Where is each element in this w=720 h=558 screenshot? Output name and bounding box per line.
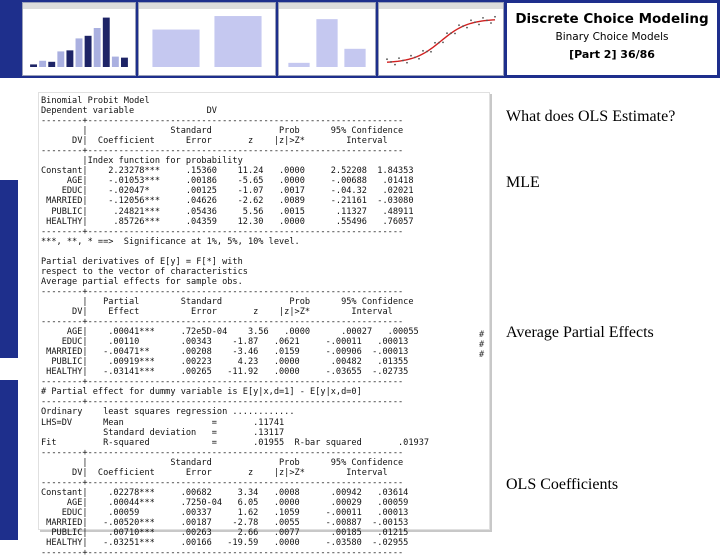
- thumbnail-point: [462, 25, 464, 27]
- thumbnail-point: [426, 51, 428, 53]
- thumbnail-curve: [387, 20, 495, 62]
- thumbnail-point: [398, 57, 400, 59]
- line-thumbnail-chart: [379, 9, 503, 73]
- thumbnail-point: [414, 57, 416, 59]
- regression-output-panel: [38, 92, 490, 558]
- thumbnail-bar: [103, 18, 110, 67]
- thumbnail-bar: [94, 28, 101, 67]
- thumbnail-bar: [152, 30, 199, 67]
- thumbnail-point: [442, 41, 444, 43]
- slide-title: Discrete Choice Modeling: [515, 11, 709, 27]
- thumbnail-bar: [344, 49, 365, 67]
- left-bar-gap-top: [0, 78, 18, 180]
- thumbnail-bar-chart-2: [278, 2, 376, 76]
- thumbnail-point: [486, 20, 488, 22]
- thumbnail-point: [430, 51, 432, 53]
- thumbnail-bar: [288, 63, 309, 67]
- thumbnail-point: [390, 61, 392, 63]
- label-what-does-ols-estimate: What does OLS Estimate?: [506, 108, 676, 125]
- thumbnail-bar: [66, 50, 73, 67]
- slide-part-number: [Part 2] 36/86: [569, 48, 655, 61]
- thumbnail-point: [490, 22, 492, 24]
- thumbnail-point: [434, 42, 436, 44]
- thumbnail-bar: [57, 51, 64, 67]
- thumbnail-point: [446, 32, 448, 34]
- thumbnail-histogram: [22, 2, 136, 76]
- left-accent-bar: [0, 0, 18, 540]
- thumbnail-point: [478, 24, 480, 26]
- thumbnail-bar: [85, 36, 92, 67]
- slide-subtitle: Binary Choice Models: [555, 31, 669, 43]
- thumbnail-point: [402, 60, 404, 62]
- thumbnail-point: [454, 33, 456, 35]
- thumbnail-bar: [121, 58, 128, 67]
- thumbnail-point: [418, 58, 420, 60]
- slide-title-box: [506, 2, 718, 76]
- thumbnail-bar: [214, 16, 261, 67]
- thumbnail-bar: [316, 19, 337, 67]
- thumbnail-bar: [30, 64, 37, 67]
- label-mle: MLE: [506, 174, 540, 191]
- bar-thumbnail-chart-1: [139, 9, 275, 73]
- label-ols-coefficients: OLS Coefficients: [506, 476, 619, 493]
- thumbnail-point: [494, 16, 496, 18]
- thumbnail-point: [474, 21, 476, 23]
- side-markers: # # #: [479, 330, 485, 361]
- thumbnail-point: [470, 19, 472, 21]
- thumbnail-point: [438, 42, 440, 44]
- thumbnail-point: [466, 27, 468, 29]
- thumbnail-point: [450, 32, 452, 34]
- regression-output-text: Binomial Probit Model Dependent variable DV --------+------------------------------------------------------------- | Standard Prob 95% Confidence DV| Coefficient Error z |z|>Z* Interval --------+------------------------------------------------------------- |Index function for probability Constant| 2.23278*** .15360 11.24 .0000 2.52208 1.84353 AGE| -.01053*** .00186 -5.65 .0000 -.00688 .01418 EDUC| -.02047* .00125 -1.07 .0017 -.04.32 .02021 MARRIED| -.12056*** .04626 -2.62 .0089 -.21161 -.03080 PUBLIC| .24821*** .05436 5.56 .0015 .11327 .48911 HEALTHY| .85726*** .04359 12.30 .0000 .55496 .76057 --------+------------------------------------------------------------- ***, **, * ==> Significance at 1%, 5%, 10% level. Partial derivatives of E[y] = F[*] with respect to the vector of characteristics Average partial effects for sample obs. --------+------------------------------------------------------------- | Partial Standard Prob 95% Confidence DV| Effect Error z |z|>Z* Interval --------+------------------------------------------------------------- AGE| .00041*** .72e5D-04 3.56 .0000 .00027 .00055 EDUC| .00110 .00343 -1.87 .0621 -.00011 .00013 MARRIED| -.00471** .00208 -3.46 .0159 -.00906 -.00013 PUBLIC| .00919*** .00223 4.23 .0000 .00482 .01355 HEALTHY| -.03141*** .00265 -11.92 .0000 -.03655 -.02735 --------+------------------------------------------------------------- # Partial effect for dummy variable is E[y|x,d=1] - E[y|x,d=0] --------+------------------------------------------------------------- Ordinary least squares regression ............ LHS=DV Mean = .11741 Standard deviation = .13117 Fit R-squared = .01955 R-bar squared .01937 --------+------------------------------------------------------------- | Standard Prob 95% Confidence DV| Coefficient Error z |z|>Z* Interval --------+------------------------------------------------------------- Constant| .02278*** .00682 3.34 .0008 .00942 .03614 AGE| .00044*** .7250-04 6.05 .0000 .00029 .00059 EDUC| .00059 .00337 1.62 .1059 -.00011 .00013 MARRIED| -.00520*** .00187 -2.78 .0055 -.00887 -.00153 PUBLIC| .00710*** .00263 2.66 .0077 .00185 .01215 HEALTHY| -.03251*** .00166 -19.59 .0000 -.03580 -.02955 --------+-------------------------------------------------------------: [41, 96, 430, 558]
- thumbnail-point: [394, 64, 396, 66]
- thumbnail-point: [410, 55, 412, 57]
- thumbnail-bar: [112, 57, 119, 67]
- thumbnail-point: [482, 17, 484, 19]
- label-average-partial-effects: Average Partial Effects: [506, 324, 654, 341]
- thumbnail-bar: [48, 62, 55, 67]
- bar-thumbnail-chart-2: [279, 9, 375, 73]
- thumbnail-point: [422, 50, 424, 52]
- thumbnail-point: [458, 24, 460, 26]
- left-bar-gap-bottom: [0, 358, 18, 380]
- histogram-thumbnail-chart: [23, 9, 135, 73]
- thumbnail-bar: [76, 38, 83, 67]
- thumbnail-line-chart: [378, 2, 504, 76]
- thumbnail-bar-chart-1: [138, 2, 276, 76]
- thumbnail-bar: [39, 61, 46, 67]
- thumbnail-point: [386, 58, 388, 60]
- thumbnail-point: [406, 62, 408, 64]
